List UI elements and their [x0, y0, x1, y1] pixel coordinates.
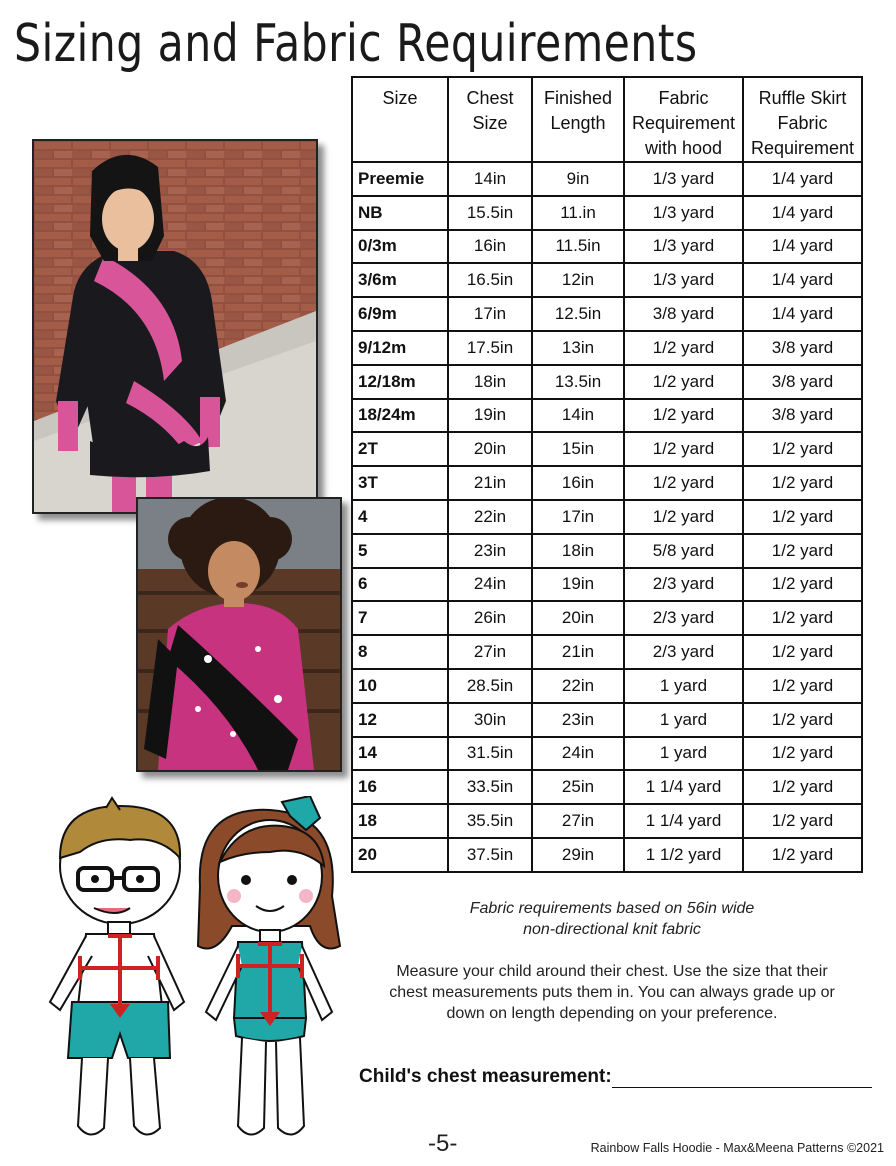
table-body [352, 162, 862, 872]
table-cell: 17in [532, 500, 624, 534]
table-cell: 1 1/4 yard [624, 804, 743, 838]
table-cell: 16in [532, 466, 624, 500]
table-cell: 13in [532, 331, 624, 365]
table-cell: 1/2 yard [743, 500, 862, 534]
table-cell: 9/12m [352, 331, 448, 365]
table-cell: 24in [448, 568, 532, 602]
measure-line1: Measure your child around their chest. Use the size that their [396, 963, 828, 980]
table-cell: 31.5in [448, 737, 532, 771]
table-cell: 14in [448, 162, 532, 196]
table-cell: 18in [532, 534, 624, 568]
table-cell: 3/8 yard [743, 331, 862, 365]
measure-instructions [354, 961, 870, 1024]
table-cell: 35.5in [448, 804, 532, 838]
header-chest-line1: Chest [466, 88, 514, 108]
table-cell: 1 1/4 yard [624, 770, 743, 804]
table-cell: 18/24m [352, 399, 448, 433]
table-cell: 21in [448, 466, 532, 500]
table-cell: 0/3m [352, 230, 448, 264]
fabric-note [354, 898, 870, 940]
header-fabric-line2: Requirement [631, 113, 736, 133]
table-cell: 1/3 yard [624, 263, 743, 297]
table-row [352, 399, 862, 433]
table-row [352, 804, 862, 838]
header-length-line2: Length [550, 113, 606, 133]
table-cell: 1/2 yard [743, 770, 862, 804]
table-cell: 1/2 yard [624, 365, 743, 399]
table-cell: 1 1/2 yard [624, 838, 743, 872]
illustration-children-measuring [20, 796, 350, 1166]
sizing-table [351, 76, 863, 873]
table-cell: 18 [352, 804, 448, 838]
table-cell: 4 [352, 500, 448, 534]
table-cell: 21in [532, 635, 624, 669]
table-cell: 1/2 yard [743, 804, 862, 838]
table-row [352, 331, 862, 365]
table-cell: 37.5in [448, 838, 532, 872]
table-cell: 30in [448, 703, 532, 737]
header-ruffle-line2: Fabric [777, 113, 828, 133]
table-cell: 1/2 yard [743, 568, 862, 602]
table-cell: 1/2 yard [624, 331, 743, 365]
table-cell: 3/8 yard [743, 399, 862, 433]
table-cell: 28.5in [448, 669, 532, 703]
header-fabric-line3: with hood [644, 138, 723, 158]
table-cell: 27in [532, 804, 624, 838]
table-cell: 14 [352, 737, 448, 771]
chest-measurement-blank[interactable] [612, 1069, 872, 1088]
table-cell: 1 yard [624, 669, 743, 703]
table-cell: 1 yard [624, 703, 743, 737]
table-cell: 17.5in [448, 331, 532, 365]
table-cell: 8 [352, 635, 448, 669]
chest-measurement-label: Child's chest measurement: [359, 1066, 612, 1087]
table-cell: 5 [352, 534, 448, 568]
table-cell: 1 yard [624, 737, 743, 771]
header-ruffle-line1: Ruffle Skirt [758, 88, 847, 108]
table-cell: 11.5in [532, 230, 624, 264]
table-cell: 1/3 yard [624, 196, 743, 230]
table-cell: 2T [352, 432, 448, 466]
table-cell: 2/3 yard [624, 601, 743, 635]
measure-line3: down on length depending on your preference. [446, 1005, 778, 1022]
table-row [352, 432, 862, 466]
table-cell: 15in [532, 432, 624, 466]
table-row [352, 534, 862, 568]
table-cell: 5/8 yard [624, 534, 743, 568]
table-cell: 10 [352, 669, 448, 703]
measure-line2: chest measurements puts them in. You can always grade up or [389, 984, 835, 1001]
table-row [352, 601, 862, 635]
table-cell: 1/2 yard [743, 466, 862, 500]
table-cell: 26in [448, 601, 532, 635]
table-cell: 19in [532, 568, 624, 602]
table-row [352, 669, 862, 703]
table-cell: 20 [352, 838, 448, 872]
table-cell: 1/2 yard [743, 635, 862, 669]
table-row [352, 770, 862, 804]
table-cell: 16 [352, 770, 448, 804]
table-row [352, 162, 862, 196]
table-cell: 16in [448, 230, 532, 264]
header-fabric-line1: Fabric [658, 88, 709, 108]
table-cell: 3T [352, 466, 448, 500]
table-cell: 1/3 yard [624, 230, 743, 264]
table-cell: 2/3 yard [624, 568, 743, 602]
table-cell: 1/2 yard [624, 466, 743, 500]
table-row [352, 737, 862, 771]
table-cell: 24in [532, 737, 624, 771]
table-cell: 7 [352, 601, 448, 635]
table-cell: 29in [532, 838, 624, 872]
table-cell: 1/3 yard [624, 162, 743, 196]
table-cell: 20in [448, 432, 532, 466]
page-footer: Rainbow Falls Hoodie - Max&Meena Patterns ©2021 [590, 1141, 884, 1155]
table-cell: 27in [448, 635, 532, 669]
table-cell: 3/8 yard [624, 297, 743, 331]
table-cell: 22in [448, 500, 532, 534]
page-number: -5- [428, 1130, 458, 1157]
illustration-children-image [20, 796, 350, 1156]
table-cell: 33.5in [448, 770, 532, 804]
table-cell: 12/18m [352, 365, 448, 399]
photo-child-wood-wall [136, 497, 342, 772]
table-cell: 23in [448, 534, 532, 568]
header-ruffle-skirt [743, 77, 862, 162]
table-row [352, 838, 862, 872]
chest-measurement-line [359, 1066, 872, 1088]
table-row [352, 568, 862, 602]
table-cell: 1/2 yard [624, 500, 743, 534]
table-cell: 1/4 yard [743, 263, 862, 297]
table-cell: 1/2 yard [743, 601, 862, 635]
table-cell: 20in [532, 601, 624, 635]
table-cell: 18in [448, 365, 532, 399]
fabric-note-line2: non-directional knit fabric [523, 921, 701, 938]
table-row [352, 500, 862, 534]
photo-girl-brick-wall [32, 139, 318, 514]
table-cell: 15.5in [448, 196, 532, 230]
table-cell: Preemie [352, 162, 448, 196]
header-fabric-requirement [624, 77, 743, 162]
table-cell: 2/3 yard [624, 635, 743, 669]
header-chest-size [448, 77, 532, 162]
table-row [352, 365, 862, 399]
table-cell: 1/4 yard [743, 196, 862, 230]
table-cell: 1/4 yard [743, 230, 862, 264]
table-row [352, 297, 862, 331]
table-cell: 1/2 yard [743, 703, 862, 737]
header-chest-line2: Size [472, 113, 508, 133]
table-cell: 14in [532, 399, 624, 433]
table-cell: 1/2 yard [743, 838, 862, 872]
header-ruffle-line3: Requirement [750, 138, 855, 158]
table-cell: 1/2 yard [743, 534, 862, 568]
page-title: Sizing and Fabric Requirements [14, 14, 698, 74]
table-cell: 6 [352, 568, 448, 602]
table-cell: 1/2 yard [624, 432, 743, 466]
table-cell: 6/9m [352, 297, 448, 331]
header-size [352, 77, 448, 162]
table-cell: NB [352, 196, 448, 230]
table-cell: 12in [532, 263, 624, 297]
table-row [352, 703, 862, 737]
table-row [352, 466, 862, 500]
table-row [352, 196, 862, 230]
table-cell: 1/2 yard [743, 737, 862, 771]
table-cell: 12 [352, 703, 448, 737]
table-cell: 19in [448, 399, 532, 433]
table-cell: 23in [532, 703, 624, 737]
table-cell: 22in [532, 669, 624, 703]
table-row [352, 635, 862, 669]
table-cell: 11.in [532, 196, 624, 230]
table-cell: 3/6m [352, 263, 448, 297]
table-row [352, 263, 862, 297]
photo-girl-brick-wall-image [34, 141, 316, 512]
table-cell: 1/2 yard [743, 432, 862, 466]
table-cell: 16.5in [448, 263, 532, 297]
photo-child-wood-wall-image [138, 499, 340, 770]
table-cell: 25in [532, 770, 624, 804]
table-cell: 17in [448, 297, 532, 331]
table-cell: 3/8 yard [743, 365, 862, 399]
fabric-note-line1: Fabric requirements based on 56in wide [469, 900, 755, 917]
table-cell: 1/4 yard [743, 162, 862, 196]
table-cell: 9in [532, 162, 624, 196]
table-cell: 1/2 yard [743, 669, 862, 703]
table-cell: 1/4 yard [743, 297, 862, 331]
table-cell: 12.5in [532, 297, 624, 331]
table-cell: 1/2 yard [624, 399, 743, 433]
header-length-line1: Finished [543, 88, 613, 108]
header-finished-length [532, 77, 624, 162]
header-size-line1: Size [382, 88, 418, 108]
table-row [352, 230, 862, 264]
table-header-row [352, 77, 862, 162]
table-cell: 13.5in [532, 365, 624, 399]
